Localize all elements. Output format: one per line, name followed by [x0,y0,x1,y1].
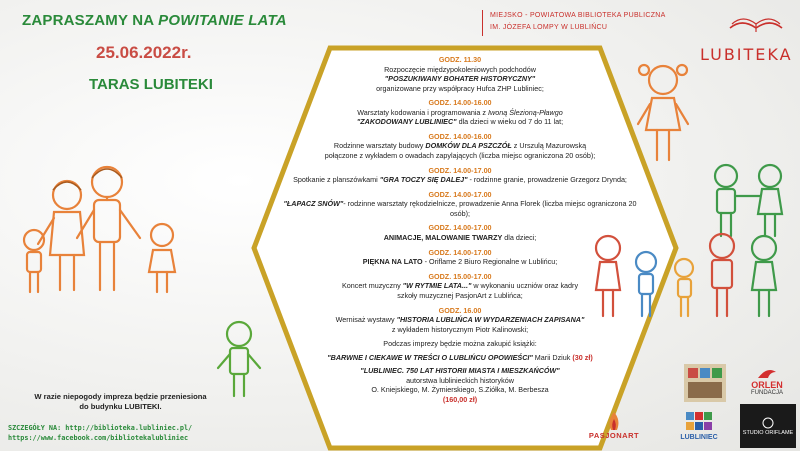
rain-notice: W razie niepogody impreza będzie przeniesiona do budynku LUBITEKI. [34,392,207,412]
event-item: GODZ. 15.00-17.00 Koncert muzyczny "W RYTMIE LATA..." w wykonaniu uczniów oraz kadry szkoły muzycznej PasjonArt z Lublińca; [341,271,579,300]
event-date: 25.06.2022r. [96,43,192,62]
library-patron: IM. JÓZEFA LOMPY W LUBLIŃCU [490,24,608,31]
family-right-drawing-icon [588,232,793,322]
library-name: MIEJSKO - POWIATOWA BIBLIOTEKA PUBLICZNA [490,12,666,19]
event-item: GODZ. 14.00-17.00 PIĘKNA NA LATO - Oriflame 2 Biuro Regionalne w Lublińcu; [362,247,558,267]
lubliniec-emblem-icon [684,410,714,434]
event-item: GODZ. 14.00-16.00 Warsztaty kodowania i programowania z Iwoną Ślezioną-Pławgo "ZAKODOWANY LUBLINIEC" dla dzieci w wieku od 7 do 11 lat; [356,98,564,127]
event-item: GODZ. 14.00-17.00 ANIMACJE, MALOWANIE TWARZY dla dzieci; [383,223,537,242]
orlen-eagle-icon [756,366,778,380]
event-item: GODZ. 11.30 Rozpoczęcie międzypokoleniowych podchodów "POSZUKIWANY BOHATER HISTORYCZNY" organizowane przy współpracy Hufca ZHP Lubliniec; [376,55,544,93]
library-divider [482,10,483,36]
lubliniec-logo: LUBLINIEC [669,403,729,447]
books-section: Podczas imprezy będzie można zakupić książki: "BARWNE I CIEKAWE W TREŚCI O LUBLIŃCU OPOWIEŚCI" Marii Dziuk (30 zł) "LUBLINIEC. 750 LAT HISTORII MIASTA I MIESZKAŃCÓW" autorstwa lublinieckich historyków O. Kniejskiego, M. Żymierskiego, S.Ziółka, M. Berbesza (160,00 zł) [327,339,593,404]
girl-drawing-icon [634,58,692,166]
website-link[interactable]: http://biblioteka.lubliniec.pl/ [65,424,193,432]
lubiteka-logo: LUBITEKA [700,45,793,64]
event-item: GODZ. 14.00-17.00 "ŁAPACZ SNÓW"- rodzinne warsztaty rękodzielnicze, prowadzenie Anna Florek (liczba miejsc ograniczona 20 osób); [283,189,637,218]
family-drawing-icon [12,160,202,310]
oriflame-circle-icon [761,416,775,430]
event-item: GODZ. 16.00 Wernisaż wystawy "HISTORIA LUBLIŃCA W WYDARZENIACH ZAPISANA" z wykładem historycznym Piotr Kalinowski; [335,305,585,334]
book-logo-icon [728,4,784,34]
facebook-link[interactable]: https://www.facebook.com/bibliotekalubliniec [8,434,189,443]
pasjonart-logo: PASJONART [583,404,645,446]
oriflame-logo: STUDIO ORIFLAME [740,404,796,448]
orlen-logo: ORLEN FUNDACJA [738,360,796,402]
flame-icon [606,411,622,431]
page-title: ZAPRASZAMY NA POWITANIE LATA [22,12,287,29]
pair-drawing-icon [702,162,794,240]
child-drawing-icon [214,318,264,400]
event-item: GODZ. 14.00-17.00 Spotkanie z planszówkami "GRA TOCZY SIĘ DALEJ" - rodzinne granie, prowadzenie Grzegorz Drynda; [293,165,627,185]
event-place: TARAS LUBITEKI [89,76,213,93]
event-item: GODZ. 14.00-16.00 Rodzinne warsztaty budowy DOMKÓW DLA PSZCZÓŁ z Urszulą Mazurowską połączone z wykładem o owadach zapylających (liczba miejsc ograniczona 20 osób); [324,131,596,160]
details-links: SZCZEGÓŁY NA: http://biblioteka.lubliniec.pl/ https://www.facebook.com/bibliotekalubliniec [8,424,193,443]
book-cover-thumbnail [684,364,726,402]
